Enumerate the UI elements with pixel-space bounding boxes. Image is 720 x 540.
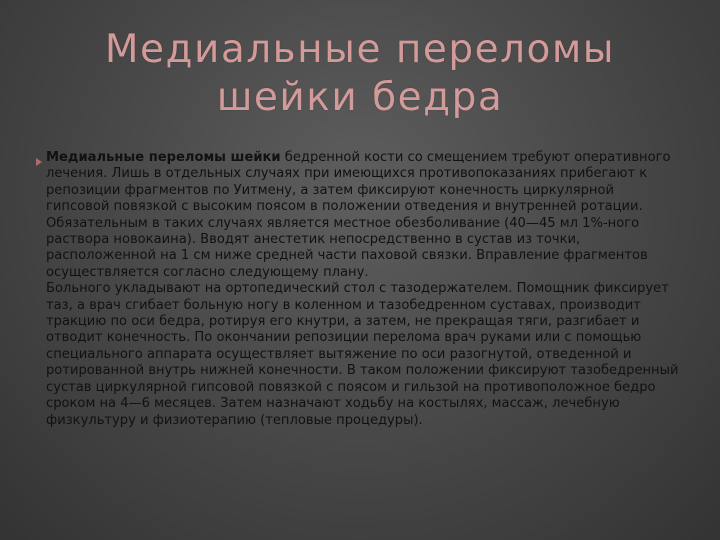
paragraph-2: Больного укладывают на ортопедический стол с тазодержателем. Помощник фиксирует таз, а врач сгибает больную ногу в коленном и тазобедренном суставах, производит тракцию по оси бедра, ротируя его кнутри, а затем, не прекращая тяги, разгибает и отводит конечность. По окончании репозиции перелома врач руками или с помощью специального аппарата осуществляет вытяжение по оси разогнутой, отведенной и ротированной внутрь нижней конечности. В таком положении фиксируют тазобедренный сустав циркулярной гипсовой повязкой с поясом и гильзой на противоположное бедро сроком на 4—6 месяцев. Затем назначают ходьбу на костылях, массаж, лечебную физкультуру и физиотерапию (тепловые процедуры). bbox=[46, 281, 679, 428]
slide-title bbox=[60, 26, 660, 122]
title-line-1: Медиальные переломы bbox=[104, 27, 616, 72]
paragraph-1-bold-lead: Медиальные переломы шейки bbox=[46, 150, 281, 165]
slide-body bbox=[46, 150, 680, 429]
paragraph-1 bbox=[46, 150, 680, 281]
bullet-marker bbox=[36, 158, 42, 166]
title-line-2: шейки бедра bbox=[216, 75, 504, 120]
paragraph-1-text: бедренной кости со смещением требуют оперативного лечения. Лишь в отдельных случаях при имеющихся противопоказаниях прибегают к репозиции фрагментов по Уитмену, а затем фиксируют конечность циркулярной гипсовой повязкой с высоким поясом в положении отведения и внутренней ротации. Обязательным в таких случаях является местное обезболивание (40—45 мл 1%-ного раствора новокаина). Вводят анестетик непосредственно в сустав из точки, расположенной на 1 см ниже средней части паховой связки. Вправление фрагментов осуществляется согласно следующему плану. bbox=[46, 150, 671, 280]
